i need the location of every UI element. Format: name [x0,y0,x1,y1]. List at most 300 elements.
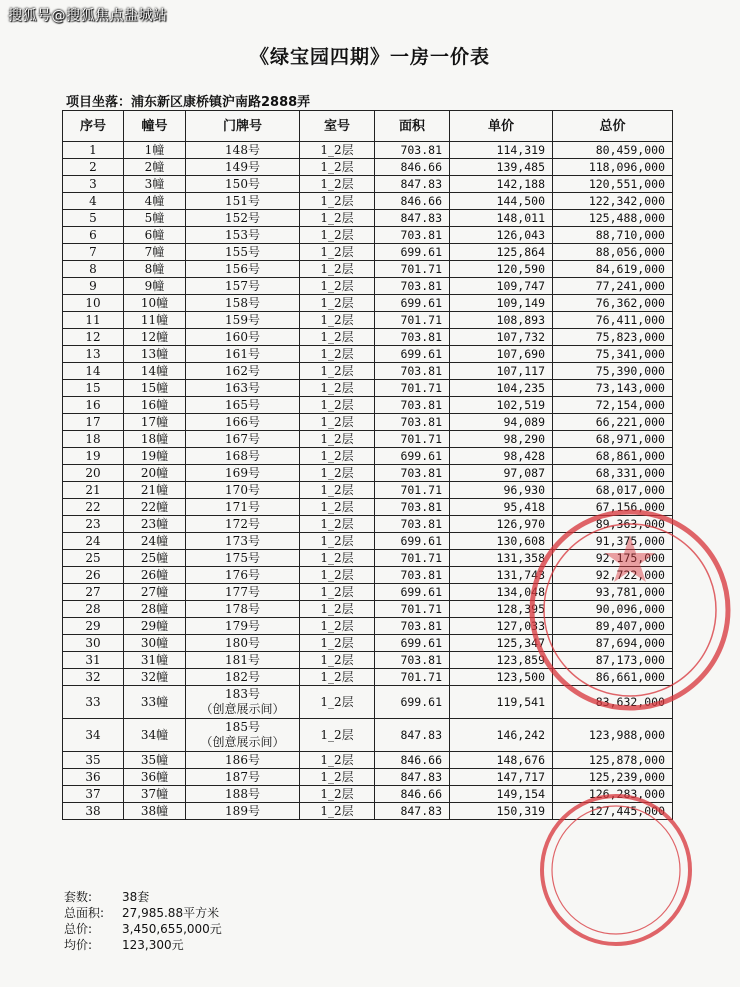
cell-index: 1 [63,142,124,159]
cell-door-number: 172号 [186,516,300,533]
cell-building: 25幢 [124,550,186,567]
cell-building: 9幢 [124,278,186,295]
cell-room: 1_2层 [300,752,375,769]
cell-unit-price: 114,319 [450,142,553,159]
cell-index: 20 [63,465,124,482]
cell-room: 1_2层 [300,635,375,652]
cell-room: 1_2层 [300,295,375,312]
cell-building: 15幢 [124,380,186,397]
cell-total-price: 125,488,000 [553,210,673,227]
cell-door-number [186,719,300,752]
cell-door-number: 187号 [186,769,300,786]
cell-room: 1_2层 [300,176,375,193]
cell-index: 18 [63,431,124,448]
cell-area: 699.61 [375,584,450,601]
table-row [63,601,673,618]
cell-unit-price: 107,117 [450,363,553,380]
cell-room: 1_2层 [300,448,375,465]
table-row [63,786,673,803]
cell-area: 703.81 [375,516,450,533]
cell-total-price: 68,017,000 [553,482,673,499]
summary-value: 27,985.88平方米 [122,906,220,920]
cell-total-price: 77,241,000 [553,278,673,295]
cell-building: 2幢 [124,159,186,176]
cell-index: 24 [63,533,124,550]
cell-room: 1_2层 [300,431,375,448]
cell-door-number: 148号 [186,142,300,159]
table-row [63,652,673,669]
table-row [63,159,673,176]
cell-room: 1_2层 [300,465,375,482]
cell-unit-price: 123,859 [450,652,553,669]
cell-index: 15 [63,380,124,397]
cell-area: 699.61 [375,295,450,312]
cell-area: 703.81 [375,618,450,635]
cell-total-price: 68,971,000 [553,431,673,448]
cell-building: 31幢 [124,652,186,669]
table-row [63,550,673,567]
cell-index: 7 [63,244,124,261]
table-row [63,346,673,363]
table-row [63,380,673,397]
cell-total-price: 125,878,000 [553,752,673,769]
cell-unit-price: 147,717 [450,769,553,786]
cell-area: 847.83 [375,210,450,227]
cell-area: 847.83 [375,803,450,820]
table-row [63,803,673,820]
cell-total-price: 83,632,000 [553,686,673,719]
cell-unit-price: 148,011 [450,210,553,227]
cell-unit-price: 94,089 [450,414,553,431]
cell-room: 1_2层 [300,363,375,380]
cell-unit-price: 126,970 [450,516,553,533]
cell-unit-price: 126,043 [450,227,553,244]
table-row [63,533,673,550]
table-row [63,448,673,465]
cell-door-number: 173号 [186,533,300,550]
cell-area: 701.71 [375,550,450,567]
table-row [63,227,673,244]
cell-index: 32 [63,669,124,686]
cell-room: 1_2层 [300,329,375,346]
cell-total-price: 90,096,000 [553,601,673,618]
cell-door-number: 169号 [186,465,300,482]
cell-index: 23 [63,516,124,533]
cell-total-price: 127,445,000 [553,803,673,820]
cell-room: 1_2层 [300,278,375,295]
cell-building: 10幢 [124,295,186,312]
cell-index: 14 [63,363,124,380]
summary-label: 总价: [64,922,93,936]
cell-area: 703.81 [375,142,450,159]
cell-total-price: 88,710,000 [553,227,673,244]
header-index: 序号 [63,111,124,142]
cell-area: 703.81 [375,329,450,346]
cell-index: 13 [63,346,124,363]
table-row [63,295,673,312]
cell-building: 4幢 [124,193,186,210]
cell-unit-price: 95,418 [450,499,553,516]
cell-door-number: 165号 [186,397,300,414]
cell-door-number: 155号 [186,244,300,261]
cell-unit-price: 128,395 [450,601,553,618]
summary-block [64,889,222,953]
table-row [63,329,673,346]
cell-room: 1_2层 [300,261,375,278]
cell-unit-price: 146,242 [450,719,553,752]
cell-index: 10 [63,295,124,312]
cell-area: 703.81 [375,652,450,669]
cell-building: 35幢 [124,752,186,769]
cell-room: 1_2层 [300,397,375,414]
cell-building: 3幢 [124,176,186,193]
cell-total-price: 75,341,000 [553,346,673,363]
table-row [63,142,673,159]
cell-room: 1_2层 [300,482,375,499]
cell-building: 23幢 [124,516,186,533]
cell-area: 846.66 [375,752,450,769]
cell-building: 8幢 [124,261,186,278]
cell-building: 20幢 [124,465,186,482]
table-row [63,567,673,584]
cell-total-price: 92,722,000 [553,567,673,584]
cell-total-price: 118,096,000 [553,159,673,176]
cell-room: 1_2层 [300,719,375,752]
cell-total-price: 89,363,000 [553,516,673,533]
table-row [63,414,673,431]
cell-unit-price: 127,033 [450,618,553,635]
table-row [63,176,673,193]
cell-building: 19幢 [124,448,186,465]
summary-value: 38套 [122,890,150,904]
cell-room: 1_2层 [300,312,375,329]
header-total-price: 总价 [553,111,673,142]
cell-door-number: 163号 [186,380,300,397]
cell-area: 699.61 [375,346,450,363]
cell-room: 1_2层 [300,346,375,363]
cell-building: 12幢 [124,329,186,346]
table-row [63,431,673,448]
table-row [63,635,673,652]
cell-area: 701.71 [375,312,450,329]
cell-room: 1_2层 [300,414,375,431]
cell-index: 36 [63,769,124,786]
cell-unit-price: 109,747 [450,278,553,295]
header-building: 幢号 [124,111,186,142]
cell-door-number [186,686,300,719]
cell-door-number: 160号 [186,329,300,346]
cell-index: 34 [63,719,124,752]
cell-index: 28 [63,601,124,618]
cell-unit-price: 109,149 [450,295,553,312]
cell-unit-price: 102,519 [450,397,553,414]
cell-door-number: 176号 [186,567,300,584]
cell-unit-price: 107,690 [450,346,553,363]
cell-total-price: 68,861,000 [553,448,673,465]
cell-room: 1_2层 [300,669,375,686]
cell-total-price: 120,551,000 [553,176,673,193]
summary-row [64,889,222,905]
summary-row [64,937,222,953]
table-header-row [63,111,673,142]
cell-area: 703.81 [375,278,450,295]
cell-room: 1_2层 [300,516,375,533]
summary-row [64,921,222,937]
cell-total-price: 76,411,000 [553,312,673,329]
cell-area: 703.81 [375,397,450,414]
cell-door-number: 168号 [186,448,300,465]
summary-label: 总面积: [64,906,105,920]
table-row [63,244,673,261]
cell-room: 1_2层 [300,803,375,820]
cell-index: 33 [63,686,124,719]
cell-area: 847.83 [375,719,450,752]
cell-total-price: 75,390,000 [553,363,673,380]
cell-total-price: 84,619,000 [553,261,673,278]
table-row [63,278,673,295]
cell-area: 699.61 [375,635,450,652]
cell-total-price: 80,459,000 [553,142,673,159]
cell-area: 699.61 [375,448,450,465]
cell-building: 38幢 [124,803,186,820]
table-row [63,669,673,686]
cell-building: 11幢 [124,312,186,329]
cell-door-number: 188号 [186,786,300,803]
cell-room: 1_2层 [300,210,375,227]
cell-door-number: 180号 [186,635,300,652]
cell-area: 703.81 [375,414,450,431]
cell-unit-price: 123,500 [450,669,553,686]
cell-area: 847.83 [375,769,450,786]
cell-total-price: 123,988,000 [553,719,673,752]
cell-building: 36幢 [124,769,186,786]
cell-area: 846.66 [375,193,450,210]
door-number-line: （创意展示间） [200,735,285,749]
cell-unit-price: 108,893 [450,312,553,329]
cell-index: 12 [63,329,124,346]
cell-door-number: 167号 [186,431,300,448]
cell-door-number: 166号 [186,414,300,431]
cell-building: 17幢 [124,414,186,431]
cell-index: 8 [63,261,124,278]
cell-area: 847.83 [375,176,450,193]
cell-room: 1_2层 [300,142,375,159]
table-row [63,499,673,516]
cell-index: 11 [63,312,124,329]
cell-index: 37 [63,786,124,803]
cell-room: 1_2层 [300,533,375,550]
cell-total-price: 76,362,000 [553,295,673,312]
cell-area: 701.71 [375,601,450,618]
cell-total-price: 122,342,000 [553,193,673,210]
cell-total-price: 93,781,000 [553,584,673,601]
cell-building: 6幢 [124,227,186,244]
table-row [63,397,673,414]
cell-room: 1_2层 [300,686,375,719]
cell-building: 13幢 [124,346,186,363]
cell-area: 703.81 [375,227,450,244]
cell-door-number: 186号 [186,752,300,769]
cell-building: 24幢 [124,533,186,550]
cell-unit-price: 131,743 [450,567,553,584]
cell-door-number: 153号 [186,227,300,244]
cell-room: 1_2层 [300,618,375,635]
cell-door-number: 159号 [186,312,300,329]
summary-row [64,905,222,921]
cell-door-number: 161号 [186,346,300,363]
cell-area: 703.81 [375,567,450,584]
table-row [63,516,673,533]
watermark-text: 搜狐号@搜狐焦点盐城站 [8,8,168,24]
cell-area: 701.71 [375,482,450,499]
cell-door-number: 179号 [186,618,300,635]
cell-index: 26 [63,567,124,584]
door-number-line: 185号 [225,720,260,734]
table-row [63,193,673,210]
cell-building: 37幢 [124,786,186,803]
table-row [63,686,673,719]
cell-area: 703.81 [375,363,450,380]
cell-total-price: 91,375,000 [553,533,673,550]
cell-unit-price: 119,541 [450,686,553,719]
cell-building: 29幢 [124,618,186,635]
summary-label: 均价: [64,938,93,952]
cell-door-number: 151号 [186,193,300,210]
table-row [63,363,673,380]
table-row [63,752,673,769]
cell-door-number: 162号 [186,363,300,380]
cell-index: 35 [63,752,124,769]
cell-total-price: 125,239,000 [553,769,673,786]
cell-door-number: 181号 [186,652,300,669]
cell-area: 699.61 [375,686,450,719]
cell-index: 2 [63,159,124,176]
cell-door-number: 175号 [186,550,300,567]
cell-unit-price: 104,235 [450,380,553,397]
cell-room: 1_2层 [300,584,375,601]
cell-total-price: 126,283,000 [553,786,673,803]
cell-area: 701.71 [375,380,450,397]
cell-room: 1_2层 [300,769,375,786]
header-area: 面积 [375,111,450,142]
cell-unit-price: 98,428 [450,448,553,465]
door-number-line: （创意展示间） [200,702,285,716]
cell-index: 16 [63,397,124,414]
cell-unit-price: 148,676 [450,752,553,769]
cell-building: 30幢 [124,635,186,652]
cell-building: 1幢 [124,142,186,159]
cell-door-number: 149号 [186,159,300,176]
cell-total-price: 87,173,000 [553,652,673,669]
cell-index: 27 [63,584,124,601]
table-row [63,584,673,601]
cell-building: 34幢 [124,719,186,752]
cell-index: 17 [63,414,124,431]
cell-door-number: 182号 [186,669,300,686]
project-location: 项目坐落：浦东新区康桥镇沪南路2888弄 [66,95,311,110]
cell-building: 27幢 [124,584,186,601]
cell-building: 28幢 [124,601,186,618]
page-title: 《绿宝园四期》一房一价表 [249,46,490,68]
cell-unit-price: 150,319 [450,803,553,820]
cell-room: 1_2层 [300,499,375,516]
cell-index: 38 [63,803,124,820]
cell-total-price: 72,154,000 [553,397,673,414]
cell-building: 26幢 [124,567,186,584]
cell-door-number: 150号 [186,176,300,193]
cell-unit-price: 125,347 [450,635,553,652]
cell-building: 32幢 [124,669,186,686]
cell-room: 1_2层 [300,567,375,584]
cell-unit-price: 130,608 [450,533,553,550]
table-row [63,261,673,278]
cell-area: 703.81 [375,465,450,482]
cell-total-price: 87,694,000 [553,635,673,652]
cell-building: 33幢 [124,686,186,719]
cell-door-number: 158号 [186,295,300,312]
cell-door-number: 170号 [186,482,300,499]
cell-total-price: 66,221,000 [553,414,673,431]
cell-index: 3 [63,176,124,193]
table-row [63,465,673,482]
cell-total-price: 86,661,000 [553,669,673,686]
header-unit-price: 单价 [450,111,553,142]
table-row [63,482,673,499]
cell-area: 701.71 [375,431,450,448]
cell-unit-price: 131,358 [450,550,553,567]
cell-door-number: 189号 [186,803,300,820]
cell-index: 30 [63,635,124,652]
cell-total-price: 67,156,000 [553,499,673,516]
summary-value: 3,450,655,000元 [122,922,222,936]
cell-room: 1_2层 [300,786,375,803]
cell-total-price: 89,407,000 [553,618,673,635]
cell-area: 699.61 [375,244,450,261]
header-room: 室号 [300,111,375,142]
table-row [63,769,673,786]
cell-room: 1_2层 [300,193,375,210]
table-row [63,719,673,752]
cell-building: 5幢 [124,210,186,227]
summary-label: 套数: [64,890,93,904]
cell-index: 21 [63,482,124,499]
cell-area: 846.66 [375,159,450,176]
table-row [63,312,673,329]
cell-index: 6 [63,227,124,244]
cell-area: 699.61 [375,533,450,550]
cell-index: 31 [63,652,124,669]
cell-room: 1_2层 [300,550,375,567]
cell-building: 18幢 [124,431,186,448]
cell-door-number: 152号 [186,210,300,227]
cell-total-price: 68,331,000 [553,465,673,482]
cell-building: 21幢 [124,482,186,499]
summary-value: 123,300元 [122,938,184,952]
cell-room: 1_2层 [300,380,375,397]
cell-building: 14幢 [124,363,186,380]
cell-unit-price: 120,590 [450,261,553,278]
cell-unit-price: 149,154 [450,786,553,803]
cell-room: 1_2层 [300,601,375,618]
table-row [63,618,673,635]
cell-index: 22 [63,499,124,516]
cell-unit-price: 107,732 [450,329,553,346]
cell-total-price: 75,823,000 [553,329,673,346]
cell-unit-price: 139,485 [450,159,553,176]
cell-building: 16幢 [124,397,186,414]
table-row [63,210,673,227]
cell-room: 1_2层 [300,159,375,176]
